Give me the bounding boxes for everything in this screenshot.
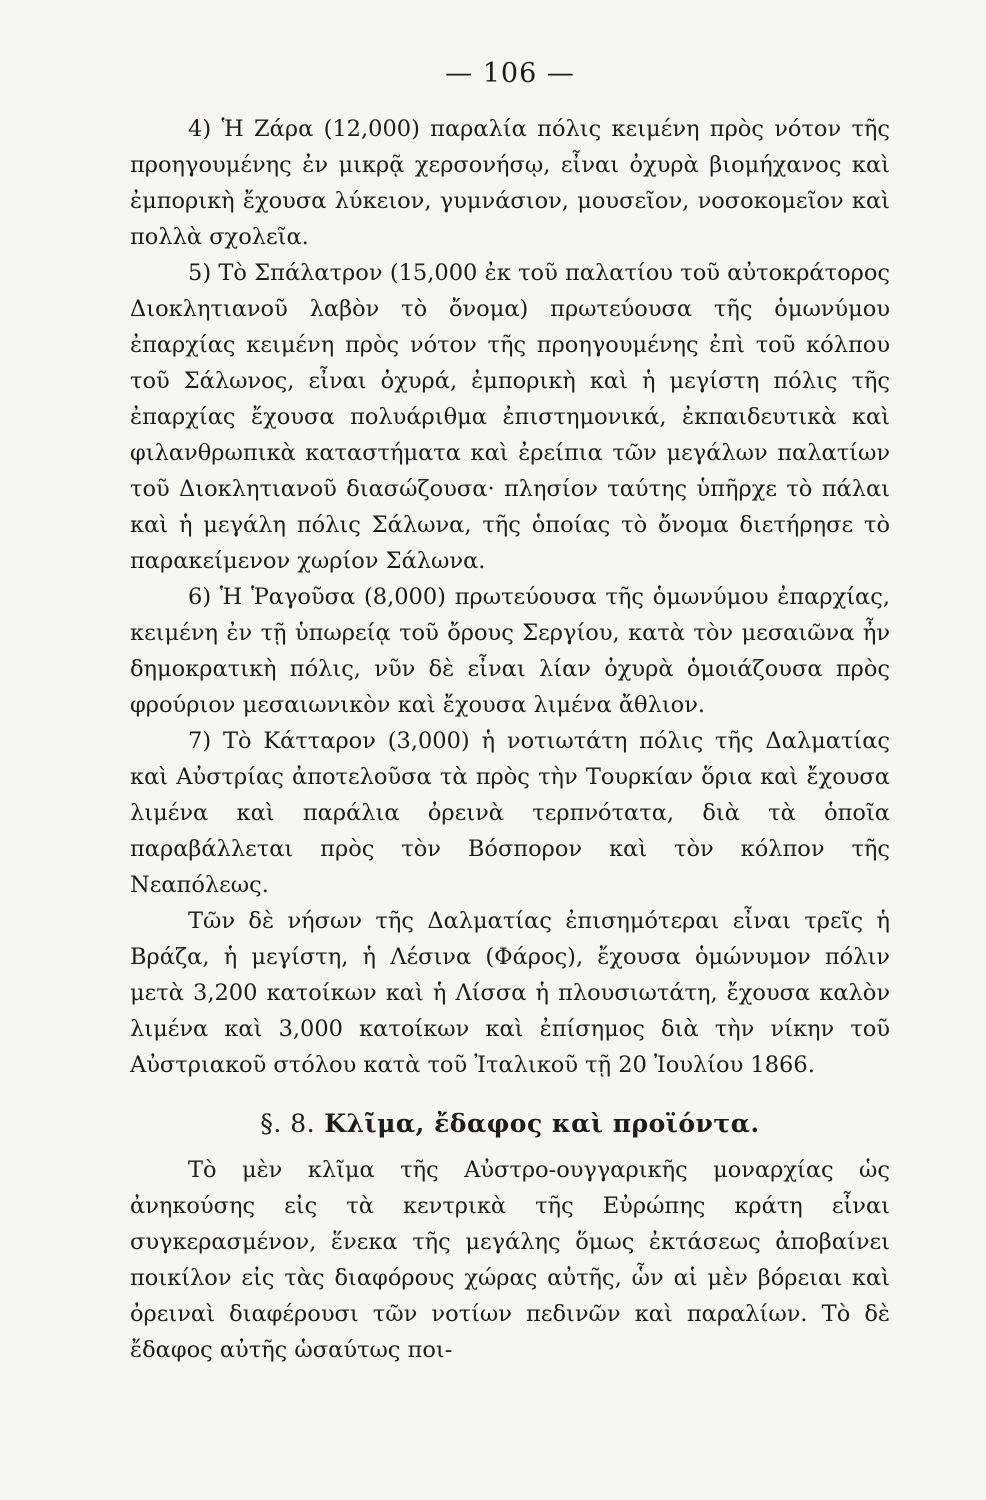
page-number: — 106 —: [445, 58, 575, 89]
section-title: Κλῖμα, ἔδαφος καὶ προϊόντα.: [324, 1109, 760, 1138]
paragraph-ragousa: 6) Ἡ Ῥαγοῦσα (8,000) πρωτεύουσα τῆς ὁμωνύμου ἐπαρχίας, κειμένη ἐν τῇ ὑπωρείᾳ τοῦ ὄρους Σεργίου, κατὰ τὸν μεσαιῶνα ἦν δημοκρατικὴ πόλις, νῦν δὲ εἶναι λίαν ὀχυρὰ ὁμοιάζουσα πρὸς φρούριον μεσαιωνικὸν καὶ ἔχουσα λιμένα ἄθλιον.: [130, 584, 890, 718]
paragraph-kattaron: 7) Τὸ Κάτταρον (3,000) ἡ νοτιωτάτη πόλις τῆς Δαλματίας καὶ Αὐστρίας ἀποτελοῦσα τὰ πρὸς τὴν Τουρκίαν ὅρια καὶ ἔχουσα λιμένα καὶ παράλια ὀρεινὰ τερπνότατα, διὰ τὰ ὁποῖα παραβάλλεται πρὸς τὸν Βόσπορον καὶ τὸν κόλπον τῆς Νεαπόλεως.: [130, 728, 890, 898]
document-page: [130, 50, 890, 1470]
paragraph-zara: 4) Ἡ Ζάρα (12,000) παραλία πόλις κειμένη πρὸς νότον τῆς προηγουμένης ἐν μικρᾷ χερσονήσῳ, εἶναι ὀχυρὰ βιομήχανος καὶ ἐμπορικὴ ἔχουσα λύκειον, γυμνάσιον, μουσεῖον, νοσοκομεῖον καὶ πολλὰ σχολεῖα.: [130, 116, 890, 250]
paragraph-climate: Τὸ μὲν κλῖμα τῆς Αὐστρο-ουγγαρικῆς μοναρχίας ὡς ἀνηκούσης εἰς τὰ κεντρικὰ τῆς Εὐρώπης κράτη εἶναι συγκερασμένον, ἕνεκα τῆς μεγάλης ὅμως ἐκτάσεως ἀποβαίνει ποικίλον εἰς τὰς διαφόρους χώρας αὐτῆς, ὧν αἱ μὲν βόρειαι καὶ ὀρειναὶ διαφέρουσι τῶν νοτίων πεδινῶν καὶ παραλίων. Τὸ δὲ ἔδαφος αὐτῆς ὡσαύτως ποι-: [130, 1157, 890, 1363]
section-number: §. 8.: [260, 1109, 316, 1138]
paragraph-spalatron: 5) Τὸ Σπάλατρον (15,000 ἐκ τοῦ παλατίου τοῦ αὐτοκράτορος Διοκλητιανοῦ λαβὸν τὸ ὄνομα) πρωτεύουσα τῆς ὁμωνύμου ἐπαρχίας κειμένη πρὸς νότον τῆς προηγουμένης ἐπὶ τοῦ κόλπου τοῦ Σάλωνος, εἶναι ὀχυρά, ἐμπορικὴ καὶ ἡ μεγίστη πόλις τῆς ἐπαρχίας ἔχουσα πολυάριθμα ἐπιστημονικά, ἐκπαιδευτικὰ καὶ φιλανθρωπικὰ καταστήματα καὶ ἐρείπια τῶν μεγάλων παλατίων τοῦ Διοκλητιανοῦ διασώζουσα· πλησίον ταύτης ὑπῆρχε τὸ πάλαι καὶ ἡ μεγάλη πόλις Σάλωνα, τῆς ὁποίας τὸ ὄνομα διετήρησε τὸ παρακείμενον χωρίον Σάλωνα.: [130, 260, 890, 574]
paragraph-islands: Τῶν δὲ νήσων τῆς Δαλματίας ἐπισημότεραι εἶναι τρεῖς ἡ Βράζα, ἡ μεγίστη, ἡ Λέσινα (Φάρος), ἔχουσα ὁμώνυμον πόλιν μετὰ 3,200 κατοίκων καὶ ἡ Λίσσα ἡ πλουσιωτάτη, ἔχουσα καλὸν λιμένα καὶ 3,000 κατοίκων καὶ ἐπίσημος διὰ τὴν νίκην τοῦ Αὐστριακοῦ στόλου κατὰ τοῦ Ἰταλικοῦ τῇ 20 Ἰουλίου 1866.: [130, 908, 890, 1078]
section-heading: [130, 1109, 890, 1138]
